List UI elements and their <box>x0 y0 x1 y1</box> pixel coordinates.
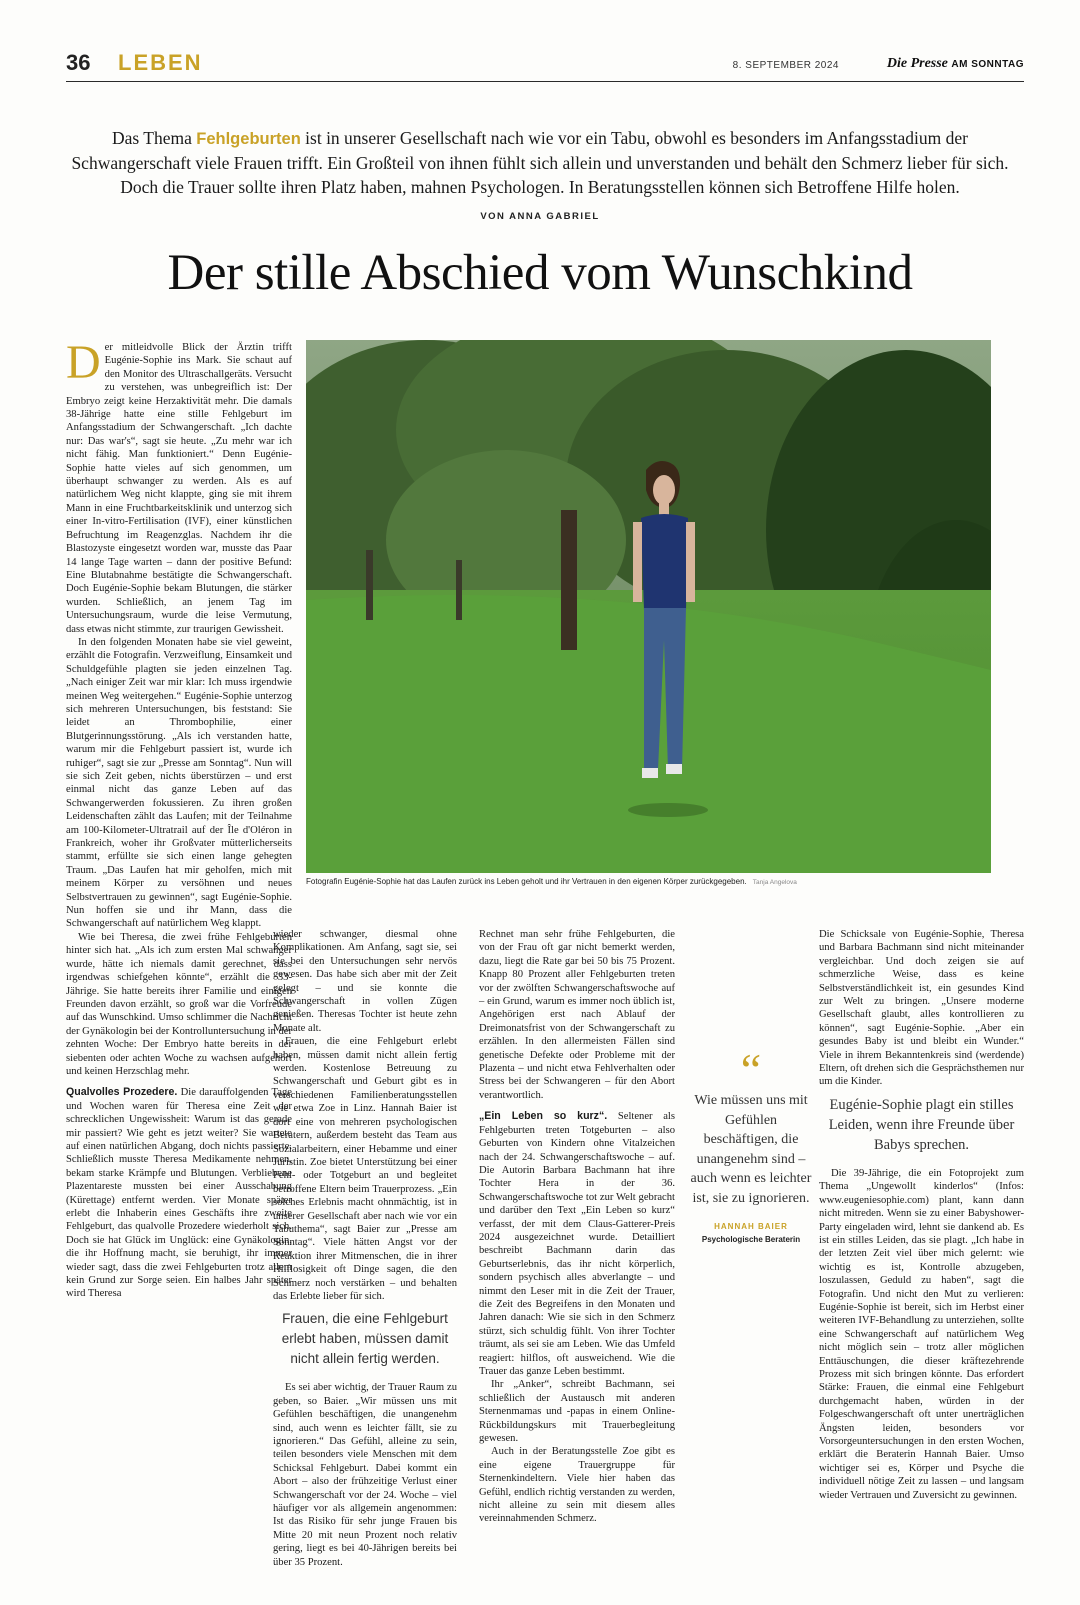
col3-paragraph-2: Seltener als Fehlgeburten treten Totgeburten – also Geburten von Kindern ohne Vitalzeichen nach der 24. Schwangerschaftswoche – auf. Die Autorin Barbara Bachmann hat ihre Tochter Hera in der 36. Schwangerschaftswoche tot zur Welt gebracht und darüber den Text „Ein Leben so kurz“ verfasst, der mit dem Claus-Gatterer-Preis 2024 ausgezeichnet wurde. Detailliert beschreibt Bachmann darin das Geburtserlebnis, das ihr nicht körperlich, sondern psychisch alles abverlangte – und nimmt den Leser mit in die Zeit der Trauer, die Zeit des Begreifens in den Monaten und Jahren danach: Wie sie sich in den Schmerz stürzt, sich schuldig fühlt. Von ihrer Tochter träumt, als sei sie am Leben. Wie das Umfeld reagiert: hilflos, oft ausweichend. Wie die Trauer das ganze Leben bestimmt. <box>479 1111 675 1377</box>
quote-box <box>690 1044 812 1244</box>
newspaper-logo <box>887 56 1024 72</box>
subhead-qualvolles-prozedere: Qualvolles Prozedere. <box>66 1086 178 1099</box>
article-column-2 <box>273 928 457 1569</box>
col3-paragraph-4: Auch in der Beratungsstelle Zoe gibt es eine eigene Trauergruppe für Sternenkindeltern. Viele hier haben das Gefühl, endlich richtig verstanden zu werden, nicht alleine zu sein mit diesem alles vereinnahmenden Schmerz. <box>479 1446 675 1525</box>
article-photo <box>306 340 991 873</box>
article-lead <box>62 126 1018 199</box>
quote-author: HANNAH BAIER <box>714 1222 788 1231</box>
col4-paragraph-1: Die Schicksale von Eugénie-Sophie, Theresa und Barbara Bachmann sind nicht miteinander vergleichbar. Und doch zeigen sie auf schmerzliche Weise, dass es keine Selbstverständlichkeit ist, ein gesundes Kind zur Welt zu bringen. „Unsere moderne Gesellschaft glaubt, alles kontrollieren zu können“, sagt Eugénie-Sophie. „Aber ein gesundes Baby ist und bleibt ein Wunder.“ Viele in ihrem Bekanntenkreis sind (werdende) Eltern, oft drehen sich die Gesprächsthemen nur um die Kinder. <box>819 929 1024 1088</box>
quote-mark-icon: “ <box>740 1044 762 1095</box>
issue-date: 8. SEPTEMBER 2024 <box>732 60 839 71</box>
newspaper-suffix: AM SONNTAG <box>951 59 1024 70</box>
section-title: LEBEN <box>118 50 203 75</box>
pull-quote-1: Frauen, die eine Fehlgeburt erlebt haben, müssen damit nicht allein fertig werden. <box>281 1311 449 1367</box>
caption-text: Fotografin Eugénie-Sophie hat das Laufen zurück ins Leben geholt und ihr Vertrauen in den eigenen Körper zurückgegeben. <box>306 877 747 886</box>
col1-paragraph-4: Die darauffolgenden Tage und Wochen waren für Theresa eine Zeit der schrecklichen Ungewissheit: Warum ist das gerade mir passiert? Wie geht es jetzt weiter? Sie wartete auf einen natürlichen Abgang, doch nichts passierte. Schließlich musste Theresa Medikamente nehmen, bekam starke Krämpfe und Blutungen. Verbliebene Plazentareste mussten bei einer Ausschabung (Kürettage) entfernt werden. Vier Monate später erlebt die Inhaberin eines Geschäfts ihre zweite Fehlgeburt, das qualvolle Prozedere wiederholt sich. Doch sie hat Glück im Unglück: eine Gynäkologin, die ihr Hoffnung macht, sie beruhigt, ihr immer wieder sagt, dass die zwei Fehlgeburten trotz allem kein Grund zur Sorge seien. Ein halbes Jahr später wird Theresa <box>66 1087 292 1300</box>
article-column-4 <box>819 928 1024 1502</box>
col2-paragraph-2: Frauen, die eine Fehlgeburt erlebt haben, müssen damit nicht allein fertig werden. Kostenlose Betreuung zu Schwangerschaft und Geburt gibt es in verschiedenen Familienberatungsstellen wie etwa Zoe in Linz. Hannah Baier ist dort eine von mehreren psychologischen Beratern, außerdem besteht das Team aus Sozialarbeitern, einer Hebamme und einer Juristin. Zoe bietet Unterstützung bei einer Fehl- oder Totgeburt an und begleitet betroffene Eltern beim Trauerprozess. „Ein solches Erlebnis macht ohnmächtig, ist in unserer Gesellschaft aber nach wie vor ein Tabuthema“, sagt Baier zur „Presse am Sonntag“. Viele hätten Angst vor der Reaktion ihrer Mitmenschen, die in ihrer Hilflosigkeit oft Dinge sagen, die den Schmerz noch verstärken – und behalten das Erlebte lieber für sich. <box>273 1036 457 1302</box>
lead-highlight: Fehlgeburten <box>196 130 301 148</box>
pull-quote-2: Eugénie-Sophie plagt ein stilles Leiden, wenn ihre Freunde über Babys sprechen. <box>828 1096 1015 1153</box>
col3-paragraph-3: Ihr „Anker“, schreibt Bachmann, sei schließlich der Austausch mit anderen Sternenmamas und -papas in einem Online-Rückbildungskurs mit Trauerbegleitung gewesen. <box>479 1379 675 1445</box>
lead-text-after: ist in unserer Gesellschaft nach wie vor ein Tabu, obwohl es besonders im Anfangsstadium der Schwangerschaft viele Frauen trifft. Ein Großteil von ihnen fühlt sich allein und unverstanden und behält den Schmerz lieber für sich. Doch die Trauer sollte ihren Platz haben, mahnen Psychologen. In Beratungsstellen können sich Betroffene Hilfe holen. <box>71 128 1009 197</box>
page-number: 36 <box>66 50 91 75</box>
col1-paragraph-1: er mitleidvolle Blick der Ärztin trifft Eugénie-Sophie ins Mark. Sie schaut auf den Monitor des Ultraschallgeräts. Versucht zu verstehen, was unbegreiflich ist: Der Embryo zeigt keine Herzaktivität mehr. Die damals 38-Jährige hatte eine stille Fehlgeburt im Anfangsstadium der Schwangerschaft. „Ich dachte nur: Das war's“, sagt sie heute. „Zu mehr war ich nicht fähig. Man funktioniert.“ Denn Eugénie-Sophie hatte vieles auf sich genommen, um überhaupt schwanger zu werden. Als es auf natürlichem Weg nicht klappte, ging sie mit ihrem Mann in eine Fruchtbarkeitsklinik und unterzog sich einer In-vitro-Fertilisation (IVF), einer künstlichen Befruchtung im Reagenzglas. Nachdem ihr die Blastozyste eingesetzt worden war, musste das Paar 14 lange Tage warten – dann der positive Befund: Eine Blutabnahme bestätigte die Schwangerschaft. Doch Eugénie-Sophie bekam Blutungen, die stärker wurden. Schließlich, an jenem Tag im Untersuchungsraum, wurde die leise Vermutung, dass etwas nicht stimmte, zur traurigen Gewissheit. <box>66 342 292 635</box>
article-column-1 <box>66 341 292 1599</box>
photo-illustration <box>306 340 991 873</box>
quote-role: Psychologische Beraterin <box>701 1235 801 1244</box>
subhead-ein-leben-so-kurz: „Ein Leben so kurz“. <box>479 1110 608 1123</box>
page-header <box>66 50 1024 82</box>
newspaper-name: Die Presse <box>886 56 948 71</box>
photo-credit: Tanja Angelova <box>752 879 797 886</box>
quote-text: Wie müssen uns mit Gefühlen beschäftigen, die unangenehm sind – auch wenn es leichter ist, sie zu ignorieren. <box>690 1093 812 1206</box>
lead-text-before: Das Thema <box>112 128 197 148</box>
col4-paragraph-2: Die 39-Jährige, die ein Fotoprojekt zum Thema „Ungewollt kinderlos“ (Infos: www.eugeniesophie.com) plant, kann dann nicht mitreden. Wenn sie zu einer Babyshower-Party eingeladen wird, lehnt sie dankend ab. Es ist ein stilles Leiden, das sie plagt. „Ich habe in der letzten Zeit viel über mich gelernt: wie wichtig es ist, Kontrolle abzugeben, loszulassen, Geduld zu haben“, sagt die Fotografin. Und nicht den Mut zu verlieren: Eugénie-Sophie ist bereit, sich im Herbst einer weiteren IVF-Behandlung zu unterziehen, sollte eine Schwangerschaft auf natürlichem Weg nicht möglich sein – trotz aller möglichen Enttäuschungen, die dieser kräftezehrende Prozess mit sich bringen könnte. Das erfordert Stärke: Frauen, die einmal eine Fehlgeburt durchgemacht haben, würden in der Folgeschwangerschaft oft unter unerträglichen Ängsten leiden, besonders vor Vorsorgeuntersuchungen in den ersten Wochen, erklärt die Beraterin Hannah Baier. Umso wichtiger sei es, Körper und Psyche die individuell nötige Zeit zu lassen – und langsam wieder Vertrauen und Zuversicht zu gewinnen. <box>819 1167 1024 1501</box>
headline: Der stille Abschied vom Wunschkind <box>167 245 913 301</box>
col2-paragraph-1: wieder schwanger, diesmal ohne Komplikationen. Am Anfang, sagt sie, sei sie bei den Untersuchungen sehr nervös gewesen. Das habe sich aber mit der Zeit gelegt – und sie konnte die Schwangerschaft in vollen Zügen genießen. Theresas Tochter ist heute zehn Monate alt. <box>273 929 457 1034</box>
col2-paragraph-3: Es sei aber wichtig, der Trauer Raum zu geben, so Baier. „Wir müssen uns mit Gefühlen beschäftigen, die unangenehm sind, auch wenn es leichter fällt, sie zu ignorieren.“ Das Gefühl, alleine zu sein, teilen besonders viele Menschen mit dem Schicksal Fehlgeburt. Dabei kommt ein Abort – also der frühzeitige Verlust einer Schwangerschaft vor der 24. Woche – viel häufiger vor als allgemein angenommen: Ist das Risiko für sehr junge Frauen bis Mitte 20 mit neun Prozent noch relativ gering, liegt es bei 40-Jährigen bereits bei über 35 Prozent. <box>273 1382 457 1568</box>
byline: VON ANNA GABRIEL <box>480 211 600 222</box>
col1-paragraph-2: In den folgenden Monaten habe sie viel geweint, erzählt die Fotografin. Verzweiflung, Einsamkeit und Schuldgefühle plagten sie jeden einzelnen Tag. „Nach einiger Zeit war mir klar: Ich muss irgendwie meinen Weg weitergehen.“ Eugénie-Sophie unterzog sich mehreren Untersuchungen, bis feststand: Sie leidet an Thrombophilie, einer Blutgerinnungsstörung. „Als ich verstanden hatte, warum mir die Fehlgeburt passiert ist, wurde ich ruhiger“, sagt sie zur „Presse am Sonntag“. Nun will sie sich Zeit geben, nichts überstürzen – und erst einmal nicht das ganze Leben auf das Schwangerwerden fokussieren. Zu ihren großen Leidenschaften zählt das Laufen; mit der Teilnahme am 100-Kilometer-Ultratrail auf der Île d'Oléron in Frankreich, woher ihr Großvater mütterlicherseits stammt, erfüllte sie sich einen lange gehegten Traum. „Das Laufen hat mir geholfen, mich mit meinem Körper zu versöhnen und neues Selbstvertrauen zu gewinnen“, sagt Eugénie-Sophie. Nun hoffen sie und ihr Mann, dass die Schwangerschaft auf natürlichem Weg klappt. <box>66 636 292 930</box>
col1-paragraph-3: Wie bei Theresa, die zwei frühe Fehlgeburten hinter sich hat. „Als ich zum ersten Mal schwanger wurde, hätte ich niemals damit gerechnet, dass irgendwas schiefgehen könnte“, erzählt die 33-Jährige. Sie hatte bereits ihrer Familie und einigen Freunden davon erzählt, so groß war die Vorfreude auf das Wunschkind. Umso schlimmer die Nachricht der Gynäkologin bei der Kontrolluntersuchung in der zehnten Woche: Der Embryo hatte bereits in der siebenten oder achten Woche zu wachsen aufgehört und keinen Herzschlag mehr. <box>66 931 292 1077</box>
article-column-3 <box>479 928 675 1526</box>
col3-paragraph-1: Rechnet man sehr frühe Fehlgeburten, die von der Frau oft gar nicht bemerkt werden, dazu, liegt die Rate gar bei 50 bis 75 Prozent. Knapp 80 Prozent aller Fehlgeburten treten vor der zwölften Schwangerschaftswoche auf – ein Grund, warum es immer noch üblich ist, Angehörigen erst nach Ablauf der Dreimonatsfrist von der Schwangerschaft zu erzählen. In den allermeisten Fällen sind genetische Defekte oder Probleme mit der Plazenta – und nicht etwa Fehlverhalten oder Stress bei der Schwangeren – für den Abort verantwortlich. <box>479 929 675 1101</box>
photo-caption <box>306 877 991 886</box>
dropcap: D <box>66 341 101 389</box>
